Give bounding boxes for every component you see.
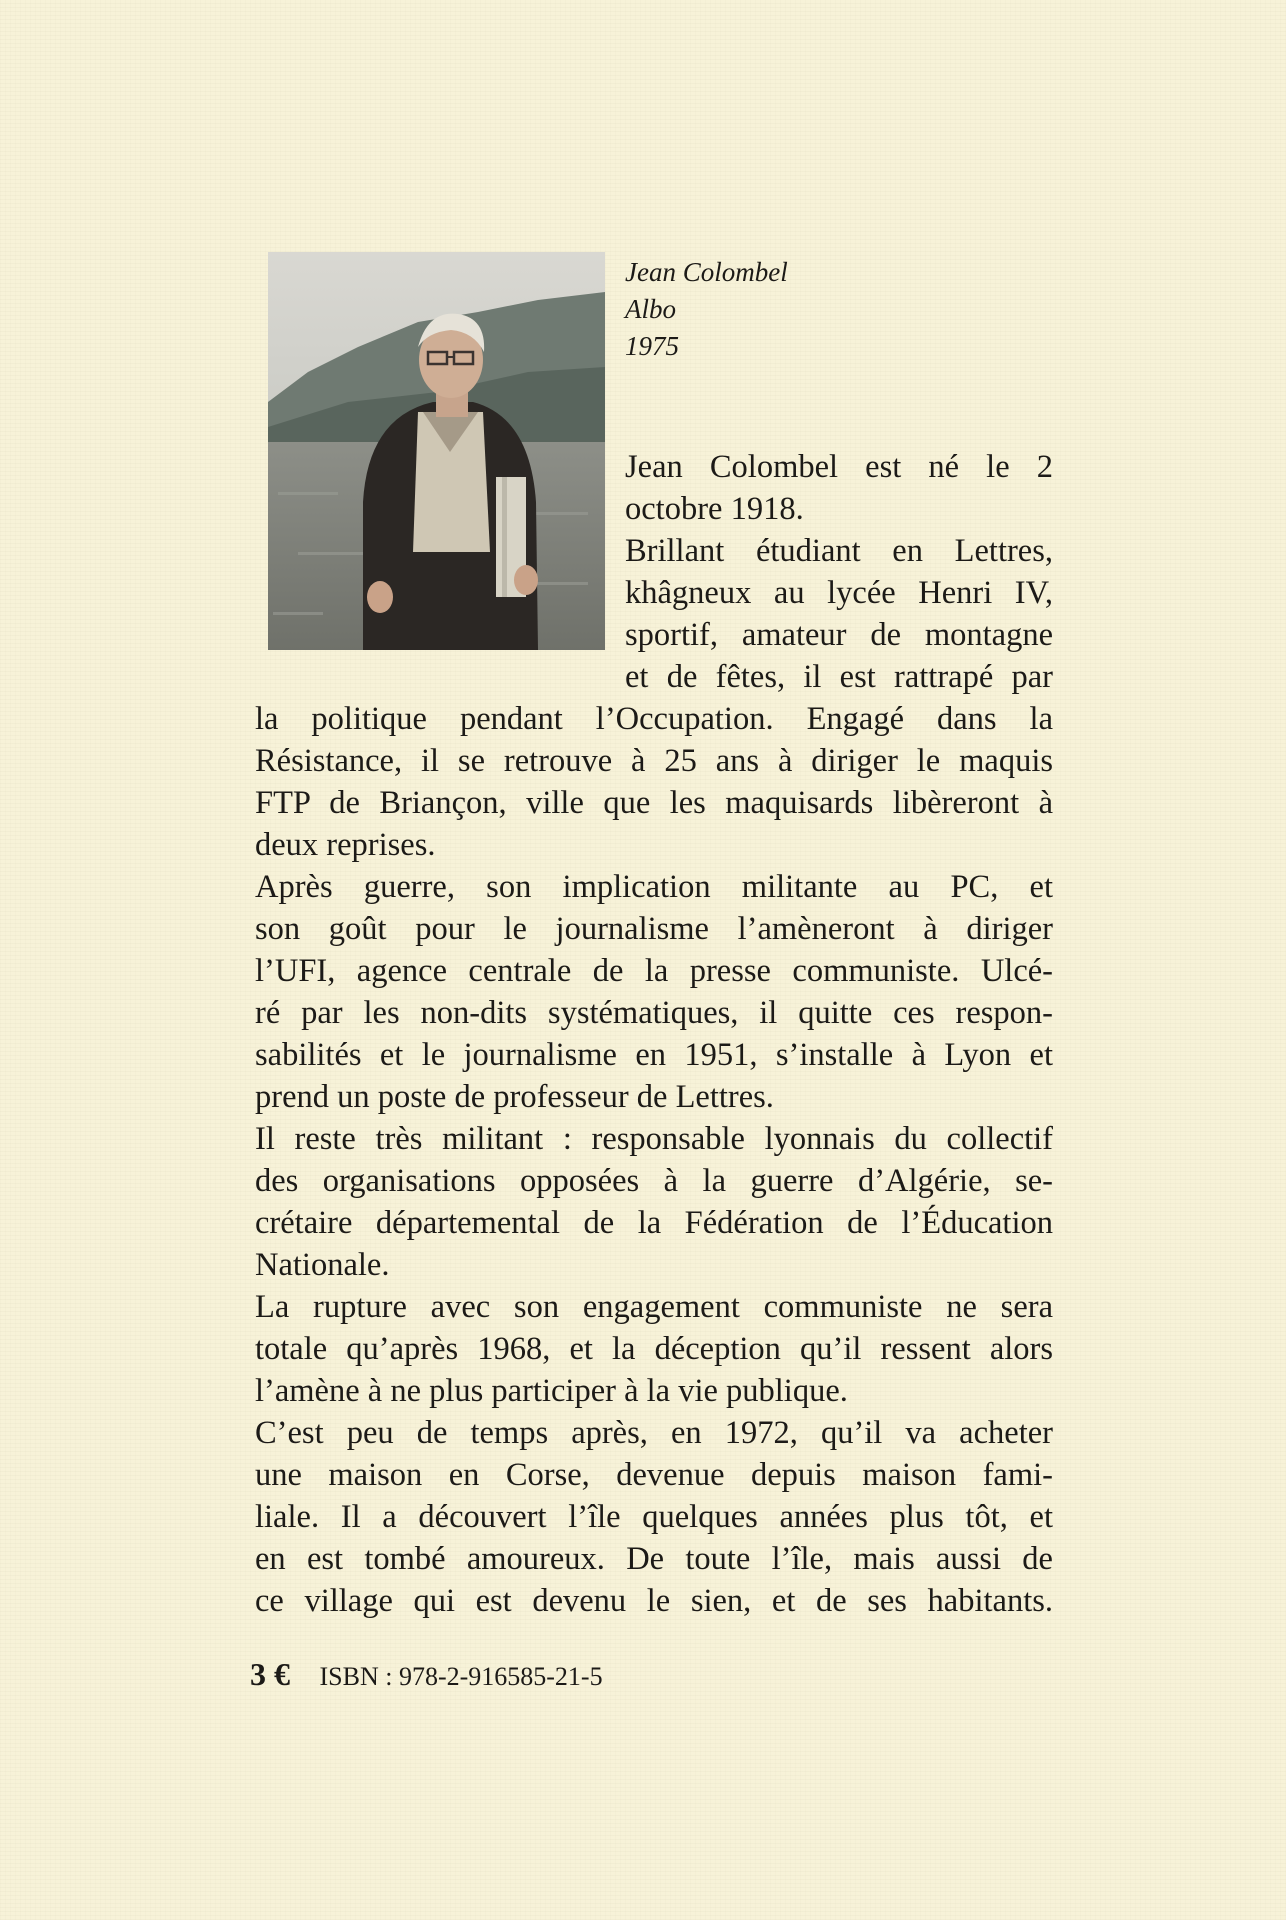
body-line: sportif, amateur de montagne	[625, 617, 1053, 653]
body-line: Il reste très militant : responsable lyonnais du collectif	[255, 1121, 1053, 1157]
author-photo	[268, 252, 605, 650]
body-line: totale qu’après 1968, et la déception qu’il ressent alors	[255, 1331, 1053, 1367]
body-line: et de fêtes, il est rattrapé par	[625, 659, 1053, 695]
body-line: l’UFI, agence centrale de la presse communiste. Ulcé-	[255, 953, 1053, 989]
body-line: deux reprises.	[255, 827, 436, 863]
body-line: prend un poste de professeur de Lettres.	[255, 1079, 774, 1115]
body-line: Résistance, il se retrouve à 25 ans à diriger le maquis	[255, 743, 1053, 779]
body-line: crétaire départemental de la Fédération de l’Éducation	[255, 1205, 1053, 1241]
caption-place: Albo	[625, 294, 676, 324]
caption-name: Jean Colombel	[625, 257, 788, 287]
body-line: Brillant étudiant en Lettres,	[625, 533, 1053, 569]
body-line: khâgneux au lycée Henri IV,	[625, 575, 1053, 611]
body-line: sabilités et le journalisme en 1951, s’installe à Lyon et	[255, 1037, 1053, 1073]
body-line: des organisations opposées à la guerre d’Algérie, se-	[255, 1163, 1053, 1199]
isbn: ISBN : 978-2-916585-21-5	[319, 1662, 603, 1691]
body-line: Après guerre, son implication militante au PC, et	[255, 869, 1053, 905]
portrait-photo-icon	[268, 252, 605, 650]
body-line: Nationale.	[255, 1247, 390, 1283]
body-line: une maison en Corse, devenue depuis maison fami-	[255, 1457, 1053, 1493]
body-line: en est tombé amoureux. De toute l’île, mais aussi de	[255, 1541, 1053, 1577]
body-line: ce village qui est devenu le sien, et de ses habitants.	[255, 1583, 1053, 1619]
body-line: ré par les non-dits systématiques, il quitte ces respon-	[255, 995, 1053, 1031]
body-line: la politique pendant l’Occupation. Engagé dans la	[255, 701, 1053, 737]
price: 3 €	[250, 1656, 290, 1692]
body-line: liale. Il a découvert l’île quelques années plus tôt, et	[255, 1499, 1053, 1535]
body-line: l’amène à ne plus participer à la vie publique.	[255, 1373, 848, 1409]
body-line: FTP de Briançon, ville que les maquisards libèreront à	[255, 785, 1053, 821]
photo-caption	[625, 254, 788, 365]
body-line: son goût pour le journalisme l’amèneront à diriger	[255, 911, 1053, 947]
body-line: C’est peu de temps après, en 1972, qu’il va acheter	[255, 1415, 1053, 1451]
body-line: octobre 1918.	[625, 491, 804, 527]
caption-year: 1975	[625, 331, 679, 361]
cover-footer	[250, 1655, 603, 1696]
body-line: La rupture avec son engagement communiste ne sera	[255, 1289, 1053, 1325]
body-line: Jean Colombel est né le 2	[625, 449, 1053, 485]
